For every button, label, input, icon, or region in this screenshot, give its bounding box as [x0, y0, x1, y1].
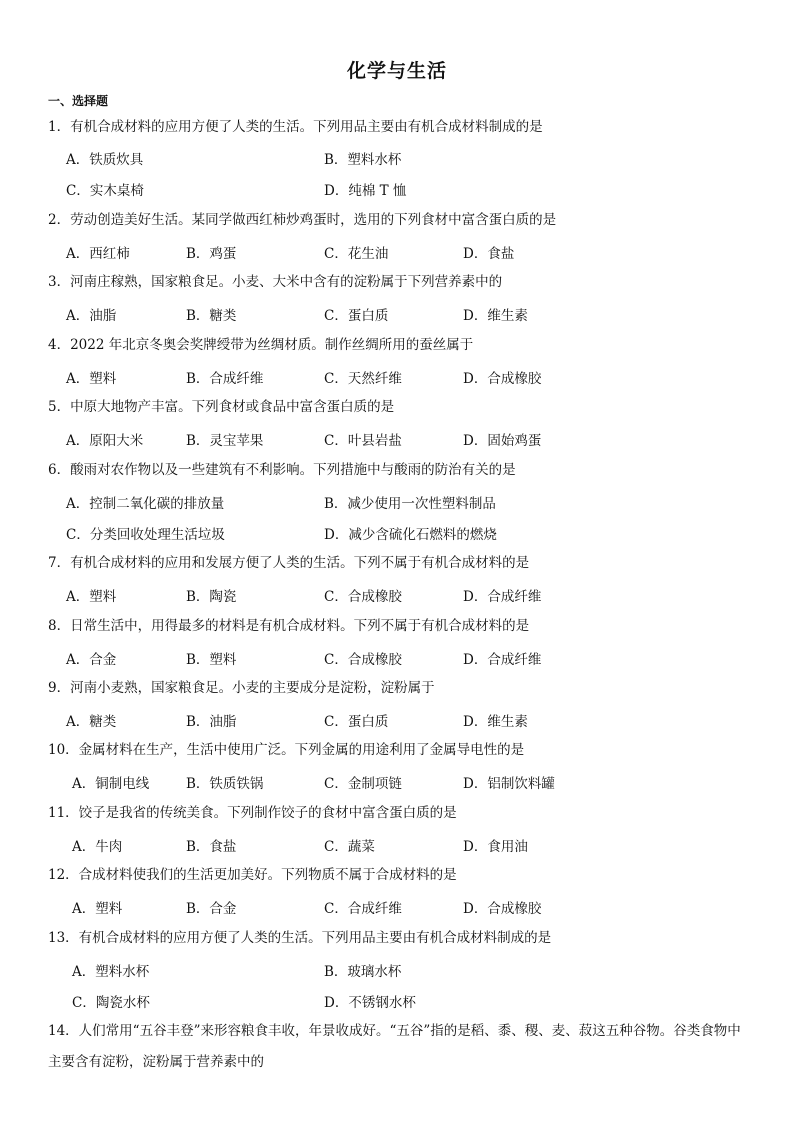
question-stem: 14．人们常用“五谷丰登”来形容粮食丰收，年景收成好。“五谷”指的是稻、黍、稷、麦、菽这五种谷物。谷类食物中主要含有淀粉，淀粉属于营养素中的	[48, 1023, 741, 1070]
option-b: B．塑料	[186, 652, 237, 668]
options-row	[0, 367, 794, 389]
options-row	[0, 304, 794, 326]
option-c: C．陶瓷水杯	[72, 995, 150, 1011]
options-row	[0, 179, 794, 201]
option-a: A．糖类	[66, 714, 117, 730]
question-stem: 7．有机合成材料的应用和发展方便了人类的生活。下列不属于有机合成材料的是	[48, 555, 530, 571]
question-stem: 11．饺子是我省的传统美食。下列制作饺子的食材中富含蛋白质的是	[48, 805, 457, 821]
option-c: C．实木桌椅	[66, 183, 144, 199]
option-a: A．铜制电线	[72, 776, 150, 792]
option-a: A．塑料	[72, 901, 123, 917]
options-row	[0, 960, 794, 982]
option-c: C．合成橡胶	[324, 589, 402, 605]
option-d: D．合成橡胶	[463, 371, 542, 387]
option-d: D．合成纤维	[463, 589, 542, 605]
question-stem: 3．河南庄稼熟，国家粮食足。小麦、大米中含有的淀粉属于下列营养素中的	[48, 274, 503, 290]
option-c: C．分类回收处理生活垃圾	[66, 527, 225, 543]
option-d: D．不锈钢水杯	[324, 995, 416, 1011]
option-b: B．玻璃水杯	[324, 964, 402, 980]
options-row	[0, 148, 794, 170]
option-b: B．鸡蛋	[186, 246, 237, 262]
option-a: A．油脂	[66, 308, 117, 324]
question-stem: 4．2022 年北京冬奥会奖牌绶带为丝绸材质。制作丝绸所用的蚕丝属于	[48, 337, 474, 353]
options-row	[0, 710, 794, 732]
options-row	[0, 772, 794, 794]
option-a: A．铁质炊具	[66, 152, 144, 168]
option-c: C．花生油	[324, 246, 389, 262]
option-c: C．合成橡胶	[324, 652, 402, 668]
option-d: D．合成橡胶	[463, 901, 542, 917]
question-stem: 10．金属材料在生产，生活中使用广泛。下列金属的用途利用了金属导电性的是	[48, 742, 525, 758]
option-a: A．合金	[66, 652, 117, 668]
option-d: D．纯棉 T 恤	[324, 183, 407, 199]
question-stem: 6．酸雨对农作物以及一些建筑有不利影响。下列措施中与酸雨的防治有关的是	[48, 462, 516, 478]
question-stem: 12．合成材料使我们的生活更加美好。下列物质不属于合成材料的是	[48, 867, 457, 883]
option-c: C．天然纤维	[324, 371, 402, 387]
options-row	[0, 585, 794, 607]
option-c: C．金制项链	[324, 776, 402, 792]
options-row	[0, 897, 794, 919]
options-row	[0, 429, 794, 451]
option-c: C．蛋白质	[324, 714, 389, 730]
question-stem: 13．有机合成材料的应用方便了人类的生活。下列用品主要由有机合成材料制成的是	[48, 930, 552, 946]
question-stem: 9．河南小麦熟，国家粮食足。小麦的主要成分是淀粉，淀粉属于	[48, 680, 435, 696]
section-heading: 一、选择题	[48, 94, 109, 108]
option-a: A．原阳大米	[66, 433, 144, 449]
option-b: B．铁质铁锅	[186, 776, 264, 792]
option-b: B．减少使用一次性塑料制品	[324, 496, 496, 512]
option-b: B．陶瓷	[186, 589, 237, 605]
options-row	[0, 242, 794, 264]
page-title: 化学与生活	[346, 60, 447, 82]
option-b: B．食盐	[186, 839, 237, 855]
option-b: B．塑料水杯	[324, 152, 402, 168]
options-row	[0, 991, 794, 1013]
question-stem: 1．有机合成材料的应用方便了人类的生活。下列用品主要由有机合成材料制成的是	[48, 119, 543, 135]
option-a: A．塑料水杯	[72, 964, 150, 980]
option-b: B．油脂	[186, 714, 237, 730]
option-a: A．西红柿	[66, 246, 130, 262]
option-d: D．固始鸡蛋	[463, 433, 542, 449]
option-b: B．灵宝苹果	[186, 433, 264, 449]
options-row	[0, 492, 794, 514]
option-d: D．食用油	[463, 839, 528, 855]
option-d: D．减少含硫化石燃料的燃烧	[324, 527, 497, 543]
option-a: A．塑料	[66, 589, 117, 605]
option-d: D．维生素	[463, 714, 528, 730]
option-b: B．合成纤维	[186, 371, 264, 387]
option-c: C．合成纤维	[324, 901, 402, 917]
option-b: B．糖类	[186, 308, 237, 324]
options-row	[0, 523, 794, 545]
question-stem: 5．中原大地物产丰富。下列食材或食品中富含蛋白质的是	[48, 399, 395, 415]
option-a: A．控制二氧化碳的排放量	[66, 496, 225, 512]
question-stem: 8．日常生活中，用得最多的材料是有机合成材料。下列不属于有机合成材料的是	[48, 618, 530, 634]
option-d: D．维生素	[463, 308, 528, 324]
option-d: D．铝制饮料罐	[463, 776, 555, 792]
options-row	[0, 835, 794, 857]
option-a: A．牛肉	[72, 839, 123, 855]
option-d: D．食盐	[463, 246, 515, 262]
option-c: C．蛋白质	[324, 308, 389, 324]
options-row	[0, 648, 794, 670]
option-a: A．塑料	[66, 371, 117, 387]
question-stem: 2．劳动创造美好生活。某同学做西红柿炒鸡蛋时，选用的下列食材中富含蛋白质的是	[48, 212, 557, 228]
option-d: D．合成纤维	[463, 652, 542, 668]
option-c: C．蔬菜	[324, 839, 375, 855]
option-c: C．叶县岩盐	[324, 433, 402, 449]
option-b: B．合金	[186, 901, 237, 917]
